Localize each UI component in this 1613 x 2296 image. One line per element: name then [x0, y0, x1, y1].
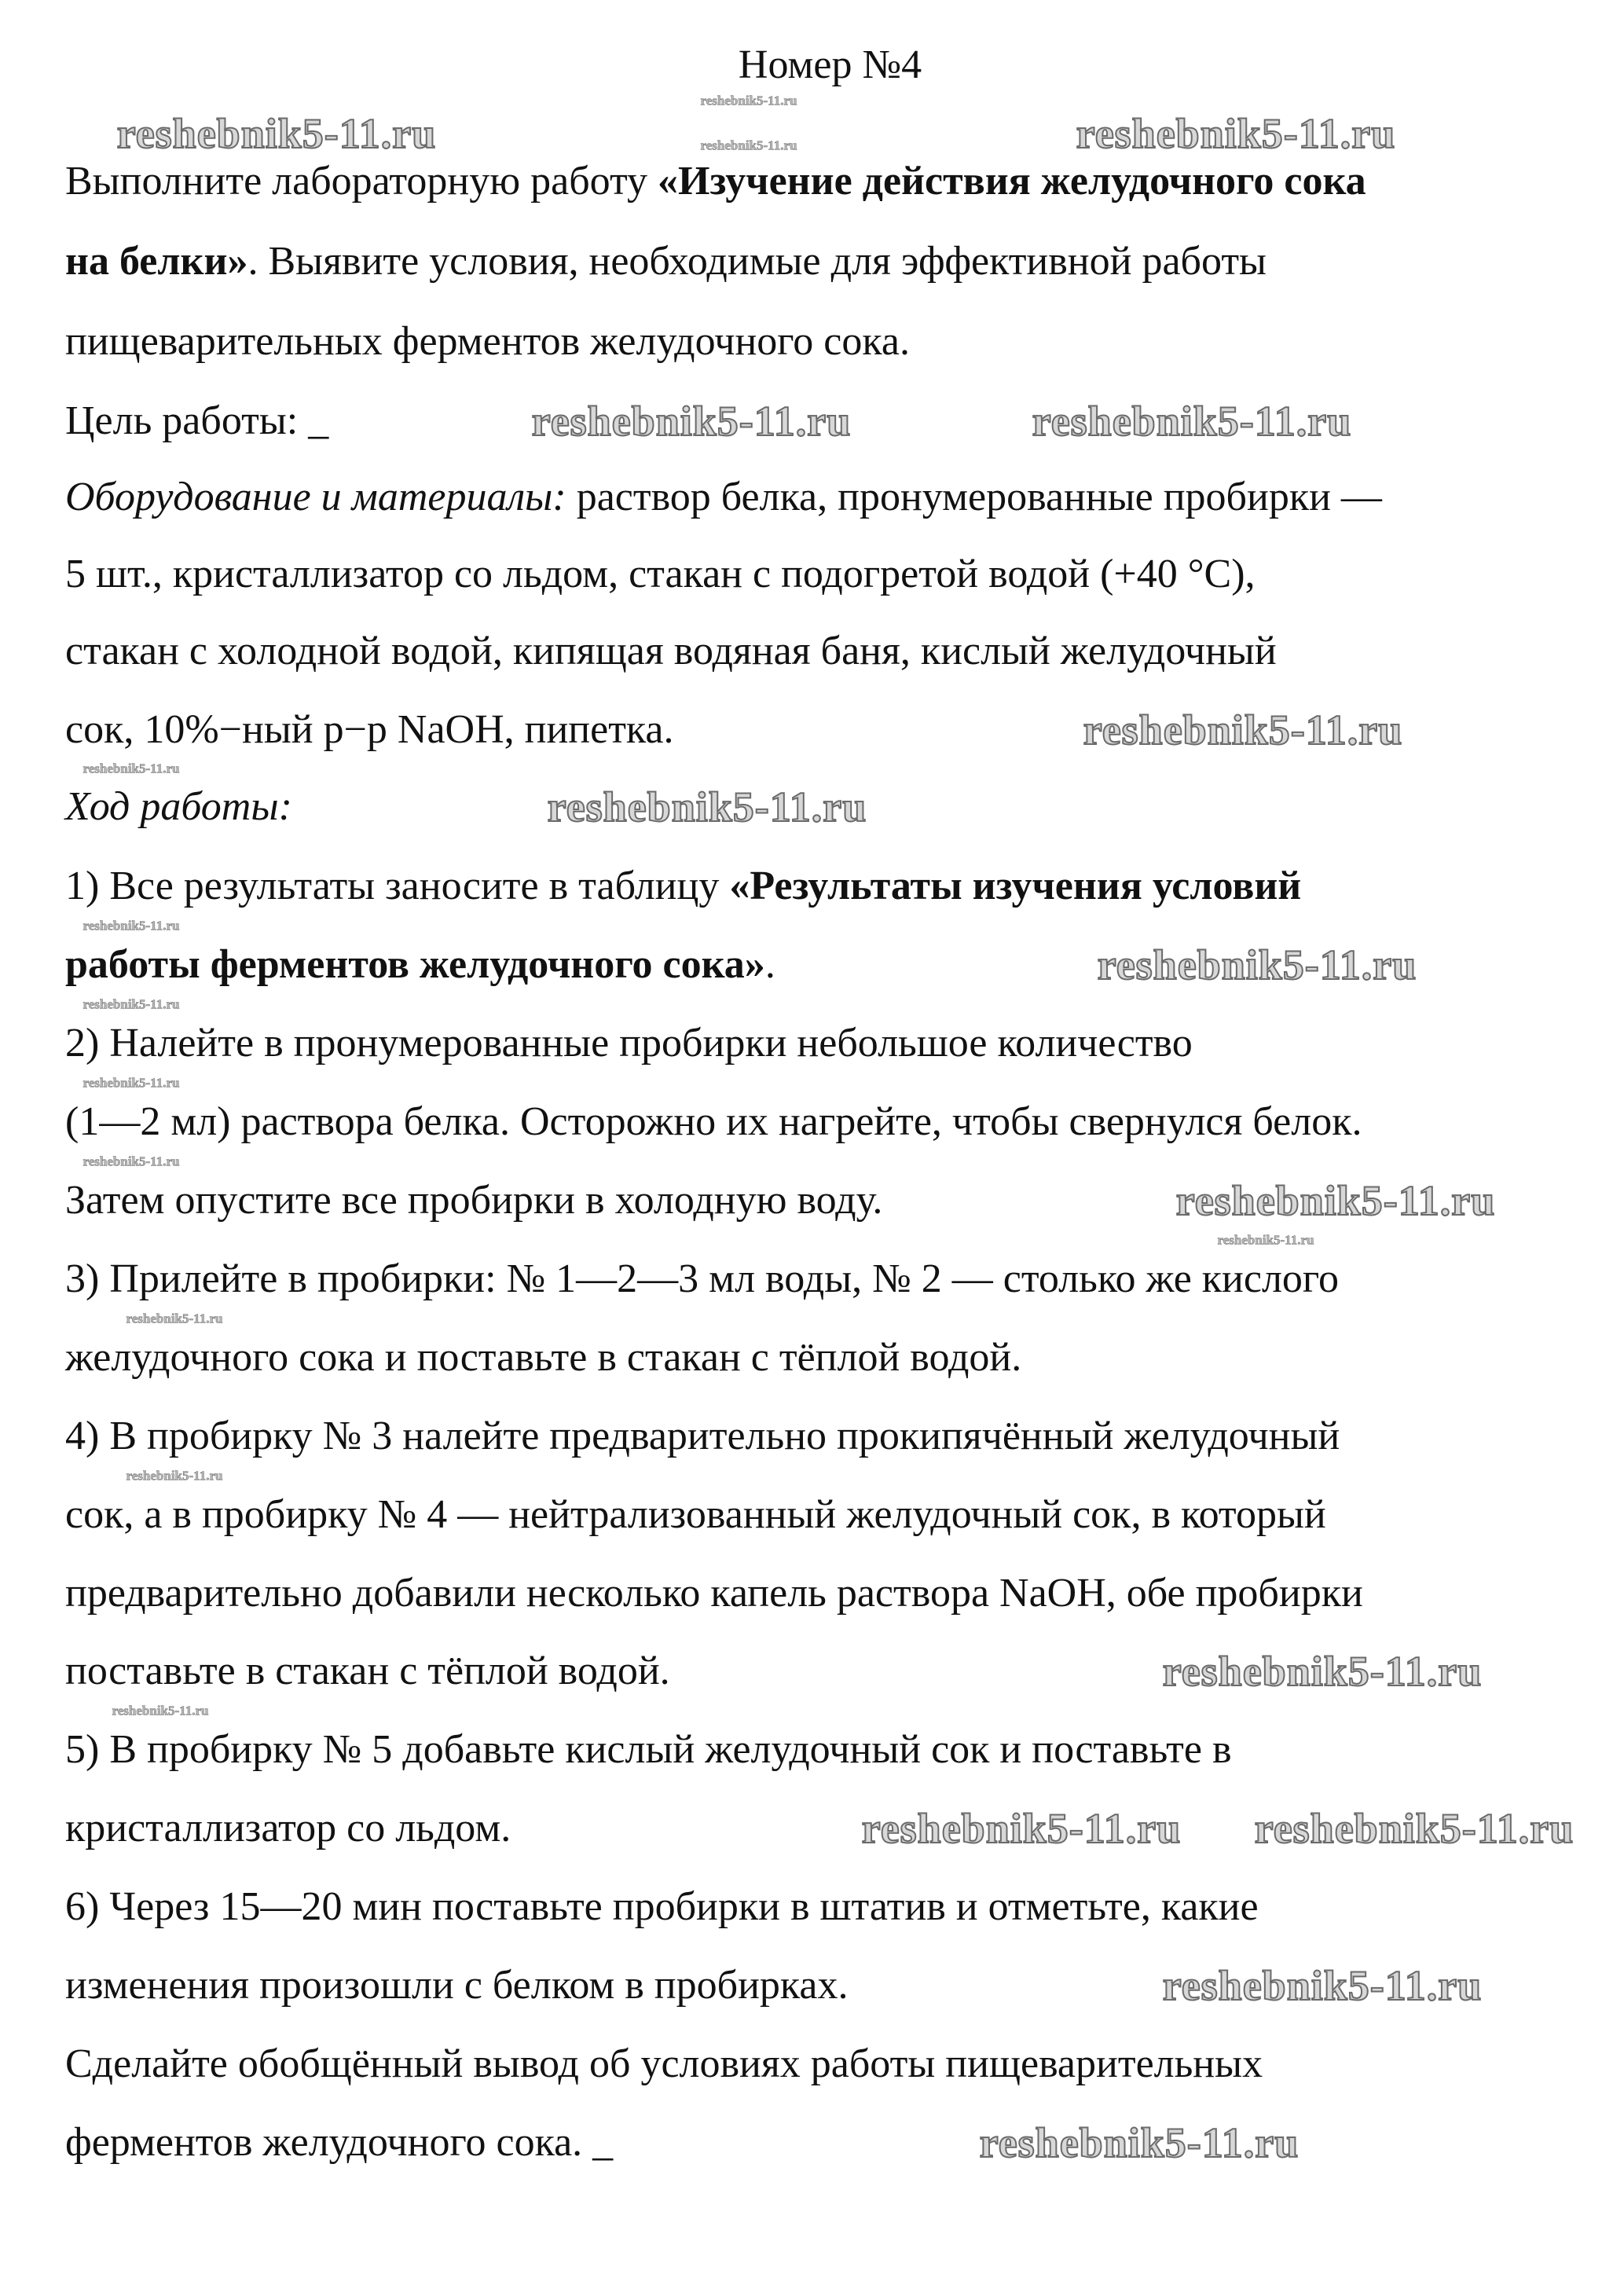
text-line: [65, 551, 1256, 598]
text-segment: работы ферментов желудочного сока»: [65, 942, 765, 987]
watermark: reshebnik5-11.ru: [82, 761, 180, 776]
text-line: [65, 941, 775, 988]
text-segment: пищеварительных ферментов желудочного сока.: [65, 319, 910, 364]
watermark: reshebnik5-11.ru: [700, 93, 797, 108]
watermark: reshebnik5-11.ru: [861, 1805, 1182, 1852]
text-segment: .: [764, 942, 775, 987]
text-line: [65, 706, 674, 754]
watermark: reshebnik5-11.ru: [112, 1703, 209, 1718]
text-line: [65, 2119, 613, 2166]
text-segment: предварительно добавили несколько капель раствора NaOH, обе пробирки: [65, 1571, 1363, 1616]
watermark: reshebnik5-11.ru: [1076, 110, 1396, 157]
watermark: reshebnik5-11.ru: [1097, 941, 1417, 988]
watermark: reshebnik5-11.ru: [979, 2119, 1300, 2166]
watermark: reshebnik5-11.ru: [1254, 1805, 1575, 1852]
text-segment: раствор белка, пронумерованные пробирки —: [566, 475, 1382, 519]
text-segment: 2) Налейте в пронумерованные пробирки небольшое количество: [65, 1021, 1193, 1065]
text-line: [65, 1962, 848, 2009]
text-line: [65, 318, 910, 365]
text-segment: на белки»: [65, 239, 248, 284]
text-line: [65, 398, 328, 445]
watermark: reshebnik5-11.ru: [1032, 398, 1352, 445]
text-segment: Ход работы:: [65, 784, 292, 829]
text-segment: 5 шт., кристаллизатор со льдом, стакан с подогретой водой (+40 °С),: [65, 552, 1256, 596]
text-segment: поставьте в стакан с тёплой водой.: [65, 1649, 670, 1693]
text-segment: 4) В пробирку № 3 налейте предварительно прокипячённый желудочный: [65, 1414, 1340, 1458]
text-segment: изменения произошли с белком в пробирках.: [65, 1963, 849, 2008]
text-segment: стакан с холодной водой, кипящая водяная баня, кислый желудочный: [65, 629, 1277, 673]
watermark: reshebnik5-11.ru: [700, 138, 797, 153]
text-line: [65, 1648, 670, 1695]
text-line: [65, 1805, 511, 1852]
text-line: [65, 1177, 882, 1224]
text-segment: 5) В пробирку № 5 добавьте кислый желудочный сок и поставьте в: [65, 1727, 1232, 1772]
text-segment: сок, 10%−ный р−р NaOH, пипетка.: [65, 707, 674, 752]
text-line: [65, 863, 1301, 910]
text-line: [65, 1334, 1021, 1381]
watermark: reshebnik5-11.ru: [1162, 1962, 1483, 2009]
watermark: reshebnik5-11.ru: [82, 1154, 180, 1169]
watermark: reshebnik5-11.ru: [126, 1311, 223, 1326]
watermark: reshebnik5-11.ru: [82, 1075, 180, 1091]
text-segment: Выполните лабораторную работу: [65, 159, 658, 204]
watermark: reshebnik5-11.ru: [126, 1468, 223, 1484]
text-segment: (1—2 мл) раствора белка. Осторожно их нагрейте, чтобы свернулся белок.: [65, 1099, 1362, 1144]
text-segment: 6) Через 15—20 мин поставьте пробирки в штатив и отметьте, какие: [65, 1884, 1259, 1929]
text-segment: «Изучение действия желудочного сока: [658, 159, 1366, 204]
page-title: Номер №4: [738, 42, 922, 87]
text-line: [65, 474, 1382, 521]
watermark: reshebnik5-11.ru: [1162, 1648, 1483, 1695]
text-line: [65, 1883, 1259, 1931]
watermark: reshebnik5-11.ru: [82, 918, 180, 933]
text-line: [65, 628, 1277, 675]
text-segment: «Результаты изучения условий: [729, 864, 1302, 908]
text-segment: кристаллизатор со льдом.: [65, 1806, 511, 1850]
text-line: [65, 783, 292, 831]
watermark: reshebnik5-11.ru: [82, 996, 180, 1012]
text-segment: Цель работы: _: [65, 398, 329, 443]
watermark: reshebnik5-11.ru: [1175, 1177, 1496, 1224]
watermark: reshebnik5-11.ru: [1083, 706, 1403, 754]
text-line: [65, 2041, 1263, 2088]
text-line: [65, 1726, 1232, 1773]
text-line: [65, 1570, 1363, 1617]
text-segment: ферментов желудочного сока. _: [65, 2120, 614, 2165]
watermark: reshebnik5-11.ru: [547, 783, 867, 831]
text-segment: Затем опустите все пробирки в холодную воду.: [65, 1178, 883, 1223]
text-line: [65, 1020, 1193, 1067]
watermark: reshebnik5-11.ru: [531, 398, 852, 445]
text-line: [65, 1491, 1326, 1539]
watermark: reshebnik5-11.ru: [116, 110, 437, 157]
text-segment: желудочного сока и поставьте в стакан с тёплой водой.: [65, 1335, 1022, 1380]
text-segment: Оборудование и материалы:: [65, 475, 566, 519]
text-line: [65, 1098, 1362, 1146]
watermark: reshebnik5-11.ru: [1217, 1232, 1314, 1248]
text-segment: 1) Все результаты заносите в таблицу: [65, 864, 730, 908]
text-segment: Сделайте обобщённый вывод об условиях работы пищеварительных: [65, 2041, 1263, 2086]
text-line: [65, 238, 1267, 285]
text-line: [65, 158, 1366, 205]
text-segment: . Выявите условия, необходимые для эффективной работы: [247, 239, 1267, 284]
text-segment: сок, а в пробирку № 4 — нейтрализованный желудочный сок, в который: [65, 1492, 1326, 1537]
text-line: [65, 1256, 1339, 1303]
text-segment: 3) Прилейте в пробирки: № 1—2—3 мл воды, № 2 — столько же кислого: [65, 1256, 1339, 1301]
text-line: [65, 1413, 1340, 1460]
